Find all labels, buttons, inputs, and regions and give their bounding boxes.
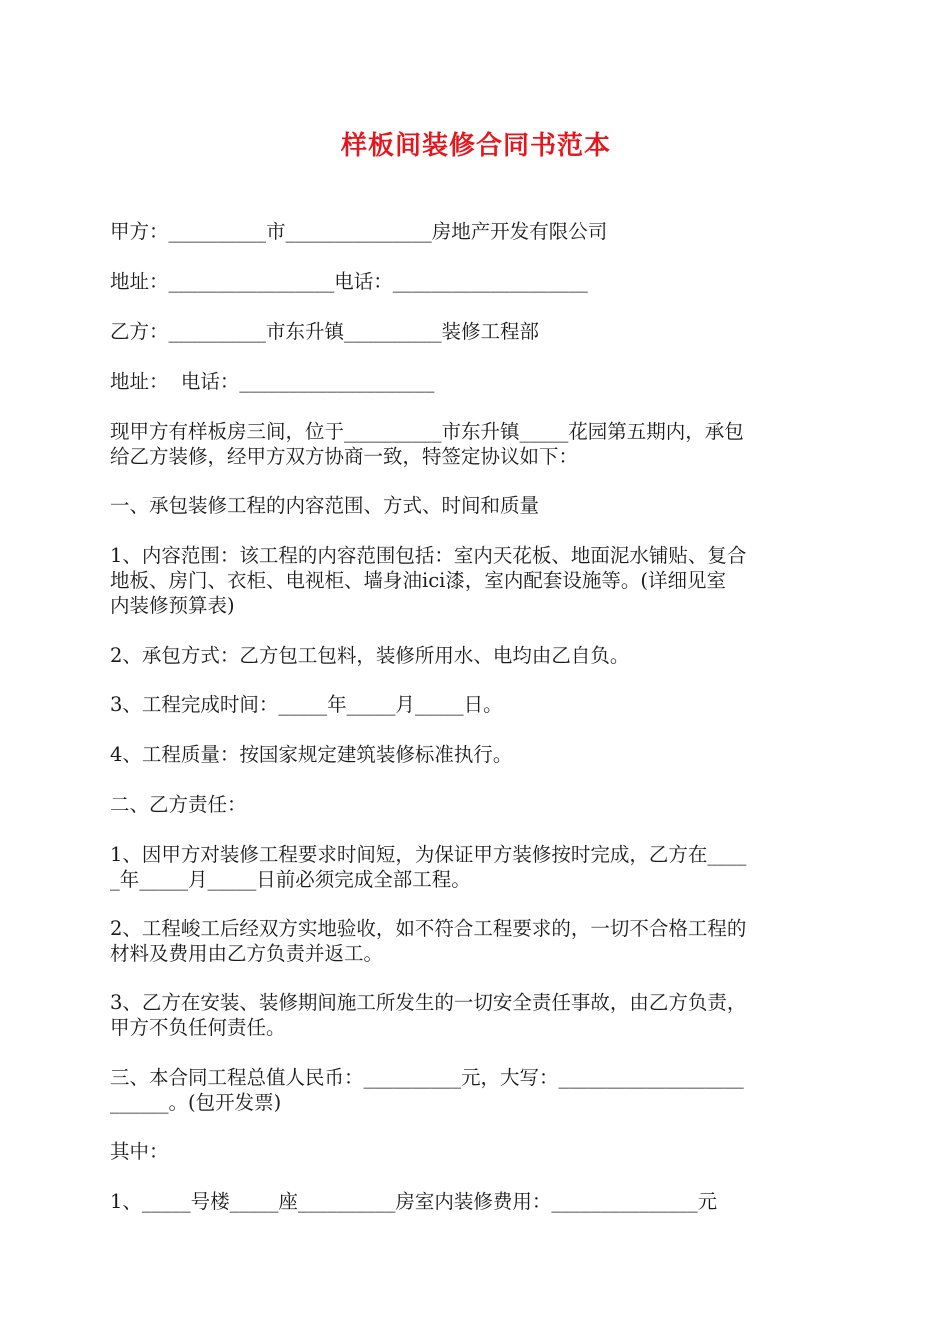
- document-title: 样板间装修合同书范本: [340, 131, 611, 161]
- party-a-line: 甲方：__________市_______________房地产开发有限公司: [110, 220, 608, 243]
- breakdown-heading: 其中：: [110, 1140, 169, 1163]
- clause-quality: 4、工程质量：按国家规定建筑装修标准执行。: [110, 743, 513, 766]
- clause-scope: 1、内容范围：该工程的内容范围包括：室内天花板、地面泥水铺贴、复合 地板、房门、衣柜、电视柜、墙身油ici漆，室内配套设施等。(详细见室 内装修预算表): [110, 544, 747, 617]
- party-b-line: 乙方：__________市东升镇__________装修工程部: [110, 320, 540, 343]
- breakdown-item-1: 1、_____号楼_____座__________房室内装修费用：_______________元: [110, 1190, 718, 1213]
- party-b-address-line: 地址： 电话：____________________: [110, 370, 435, 393]
- clause-completion-date: 3、工程完成时间：_____年_____月_____日。: [110, 693, 503, 716]
- section-one-heading: 一、承包装修工程的内容范围、方式、时间和质量: [110, 494, 540, 517]
- clause-safety: 3、乙方在安装、装修期间施工所发生的一切安全责任事故，由乙方负责， 甲方不负任何责任。: [110, 991, 747, 1039]
- section-three-total: 三、本合同工程总值人民币：__________元，大写：___________________ ______。(包开发票): [110, 1066, 744, 1114]
- intro-paragraph: 现甲方有样板房三间，位于__________市东升镇_____花园第五期内，承包 给乙方装修，经甲方双方协商一致，特签定协议如下：: [110, 420, 744, 468]
- section-two-heading: 二、乙方责任：: [110, 793, 247, 816]
- clause-acceptance: 2、工程峻工后经双方实地验收，如不符合工程要求的，一切不合格工程的 材料及费用由乙方负责并返工。: [110, 917, 747, 965]
- document-page: [110, 0, 842, 1344]
- clause-contract-method: 2、承包方式：乙方包工包料，装修所用水、电均由乙自负。: [110, 644, 630, 667]
- clause-deadline: 1、因甲方对装修工程要求时间短，为保证甲方装修按时完成，乙方在____ _年_____月_____日前必须完成全部工程。: [110, 843, 747, 891]
- party-a-address-line: 地址：_________________电话：____________________: [110, 270, 588, 293]
